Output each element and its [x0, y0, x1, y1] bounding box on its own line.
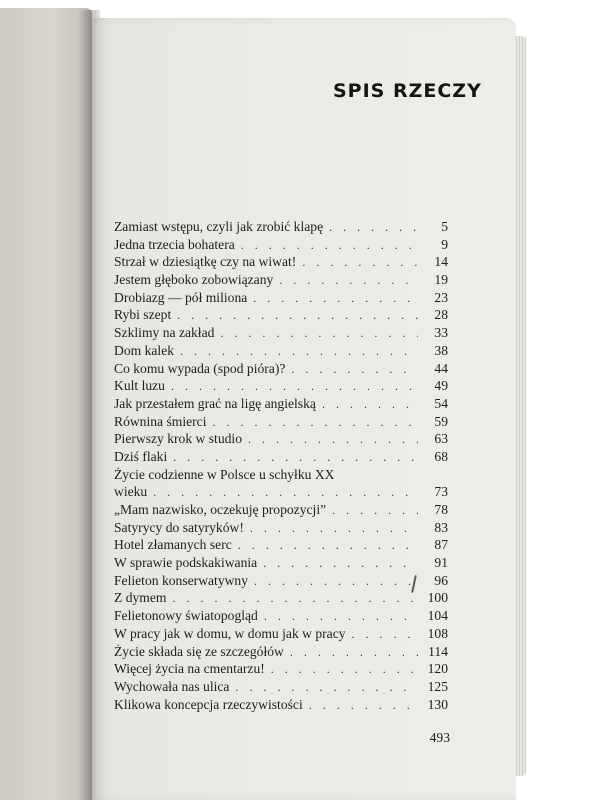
- dot-leader: [177, 307, 418, 324]
- toc-entry: [114, 483, 448, 501]
- dot-leader: [171, 378, 418, 395]
- toc-entry: [114, 607, 448, 625]
- toc-entry: [114, 395, 448, 413]
- toc-entry-page: 63: [434, 431, 448, 447]
- toc-entry-title: Pierwszy krok w studio: [114, 431, 242, 447]
- toc-entry: [114, 271, 448, 289]
- toc-entry-title: Wychowała nas ulica: [114, 678, 230, 694]
- toc-entry-page: 68: [434, 448, 448, 464]
- toc-entry-page: 14: [434, 254, 448, 270]
- dot-leader: [302, 254, 418, 271]
- dot-leader: [332, 502, 418, 519]
- toc-entry: [114, 218, 448, 236]
- dot-leader: [279, 272, 418, 289]
- toc-entry-page: 9: [441, 236, 448, 252]
- toc-entry-title: Strzał w dziesiątkę czy na wiwat!: [114, 254, 297, 270]
- dot-leader: [213, 414, 419, 431]
- toc-entry: [114, 289, 448, 307]
- toc-entry-page: 130: [427, 696, 448, 712]
- toc-entry: [114, 253, 448, 271]
- toc-entry: [114, 501, 448, 519]
- toc-entry-page: 38: [434, 342, 448, 358]
- table-of-contents: [114, 218, 448, 713]
- dot-leader: [322, 396, 418, 413]
- toc-entry: [114, 643, 448, 661]
- toc-entry-title: Zamiast wstępu, czyli jak zrobić klapę: [114, 219, 324, 234]
- toc-entry-page: 59: [434, 413, 448, 429]
- toc-entry-title: Kult luzu: [114, 378, 165, 394]
- toc-entry-page: 91: [434, 555, 448, 571]
- page-number: 493: [429, 730, 450, 745]
- toc-entry-title: Co komu wypada (spod pióra)?: [114, 360, 286, 376]
- toc-entry: [114, 342, 448, 360]
- toc-entry-page: 104: [427, 608, 448, 624]
- toc-entry-title-line1: Życie codzienne w Polsce u schyłku XX: [114, 466, 335, 482]
- dot-leader: [235, 679, 418, 696]
- dot-leader: [309, 697, 418, 714]
- toc-entry-page: 19: [434, 272, 448, 288]
- toc-entry-title: W pracy jak w domu, w domu jak w pracy: [114, 625, 346, 641]
- dot-leader: [290, 644, 418, 661]
- dot-leader: [153, 484, 418, 501]
- toc-entry-page: 108: [427, 625, 448, 641]
- toc-entry-page: 78: [434, 502, 448, 517]
- dot-leader: [180, 343, 418, 360]
- toc-entry-page: 28: [434, 307, 448, 323]
- toc-entry-title: Rybi szept: [114, 307, 172, 323]
- toc-entry-title: Więcej życia na cmentarzu!: [114, 661, 265, 677]
- toc-entry-page: 54: [434, 395, 448, 411]
- toc-entry-title: Jedna trzecia bohatera: [114, 236, 235, 252]
- dot-leader: [241, 237, 418, 254]
- dot-leader: [352, 626, 418, 643]
- toc-entry: [114, 377, 448, 395]
- toc-entry-page: 73: [434, 484, 448, 500]
- toc-entry-title: Jestem głęboko zobowiązany: [114, 272, 274, 288]
- toc-entry-title: Równina śmierci: [114, 413, 207, 429]
- dot-leader: [263, 555, 418, 572]
- dot-leader: [250, 520, 418, 537]
- toc-entry-title: Klikowa koncepcja rzeczywistości: [114, 696, 303, 712]
- dot-leader: [264, 608, 418, 625]
- toc-entry-page: 23: [434, 289, 448, 305]
- toc-entry-page: 100: [427, 590, 448, 606]
- toc-entry: [114, 678, 448, 696]
- toc-entry-title: Hotel złamanych serc: [114, 537, 232, 553]
- toc-entry: [114, 324, 448, 342]
- toc-entry-page: 44: [434, 360, 448, 376]
- dot-leader: [238, 537, 418, 554]
- toc-entry-title: Satyrycy do satyryków!: [114, 519, 244, 535]
- toc-entry-page: 125: [427, 678, 448, 694]
- toc-entry-page: 87: [434, 537, 448, 553]
- dot-leader: [172, 590, 418, 607]
- toc-entry: [114, 625, 448, 643]
- toc-entry: [114, 660, 448, 678]
- page-heading: SPIS RZECZY: [333, 80, 482, 102]
- toc-entry-title: wieku: [114, 484, 148, 500]
- dot-leader: [271, 661, 418, 678]
- toc-entry: [114, 572, 448, 590]
- toc-entry-title: Z dymem: [114, 590, 167, 606]
- toc-entry-page: 33: [434, 325, 448, 341]
- toc-entry-title: Dom kalek: [114, 342, 175, 358]
- toc-entry-page: 49: [434, 378, 448, 394]
- toc-entry-title: Szklimy na zakład: [114, 325, 215, 341]
- toc-entry-title: Drobiazg — pół miliona: [114, 289, 248, 305]
- toc-entry-title: Dziś flaki: [114, 448, 168, 464]
- toc-entry-title: Felieton konserwatywny: [114, 572, 249, 588]
- dot-leader: [329, 219, 418, 236]
- toc-entry-line1: [114, 466, 448, 484]
- toc-entry: [114, 536, 448, 554]
- toc-entry: [114, 554, 448, 572]
- dot-leader: [173, 449, 418, 466]
- dot-leader: [291, 361, 418, 378]
- toc-entry-page: 96: [434, 572, 448, 588]
- toc-entry: [114, 413, 448, 431]
- dot-leader: [253, 290, 418, 307]
- toc-entry-title: W sprawie podskakiwania: [114, 555, 258, 571]
- toc-entry-page: 114: [428, 643, 448, 659]
- toc-entry: [114, 430, 448, 448]
- toc-entry: [114, 236, 448, 254]
- dot-leader: [220, 325, 418, 342]
- toc-entry: [114, 448, 448, 466]
- toc-entry: [114, 696, 448, 714]
- toc-entry-title: Felietonowy światopogląd: [114, 608, 258, 624]
- toc-entry: [114, 360, 448, 378]
- toc-entry-title: „Mam nazwisko, oczekuję propozycji”: [114, 502, 327, 517]
- toc-entry-page: 5: [441, 219, 448, 234]
- toc-entry: [114, 306, 448, 324]
- dot-leader: [248, 431, 418, 448]
- toc-entry: [114, 589, 448, 607]
- dot-leader: [254, 573, 418, 590]
- toc-entry: [114, 519, 448, 537]
- toc-entry-page: 83: [434, 519, 448, 535]
- toc-entry-page: 120: [427, 661, 448, 677]
- toc-entry-title: Życie składa się ze szczegółów: [114, 643, 284, 659]
- toc-entry-title: Jak przestałem grać na ligę angielską: [114, 395, 316, 411]
